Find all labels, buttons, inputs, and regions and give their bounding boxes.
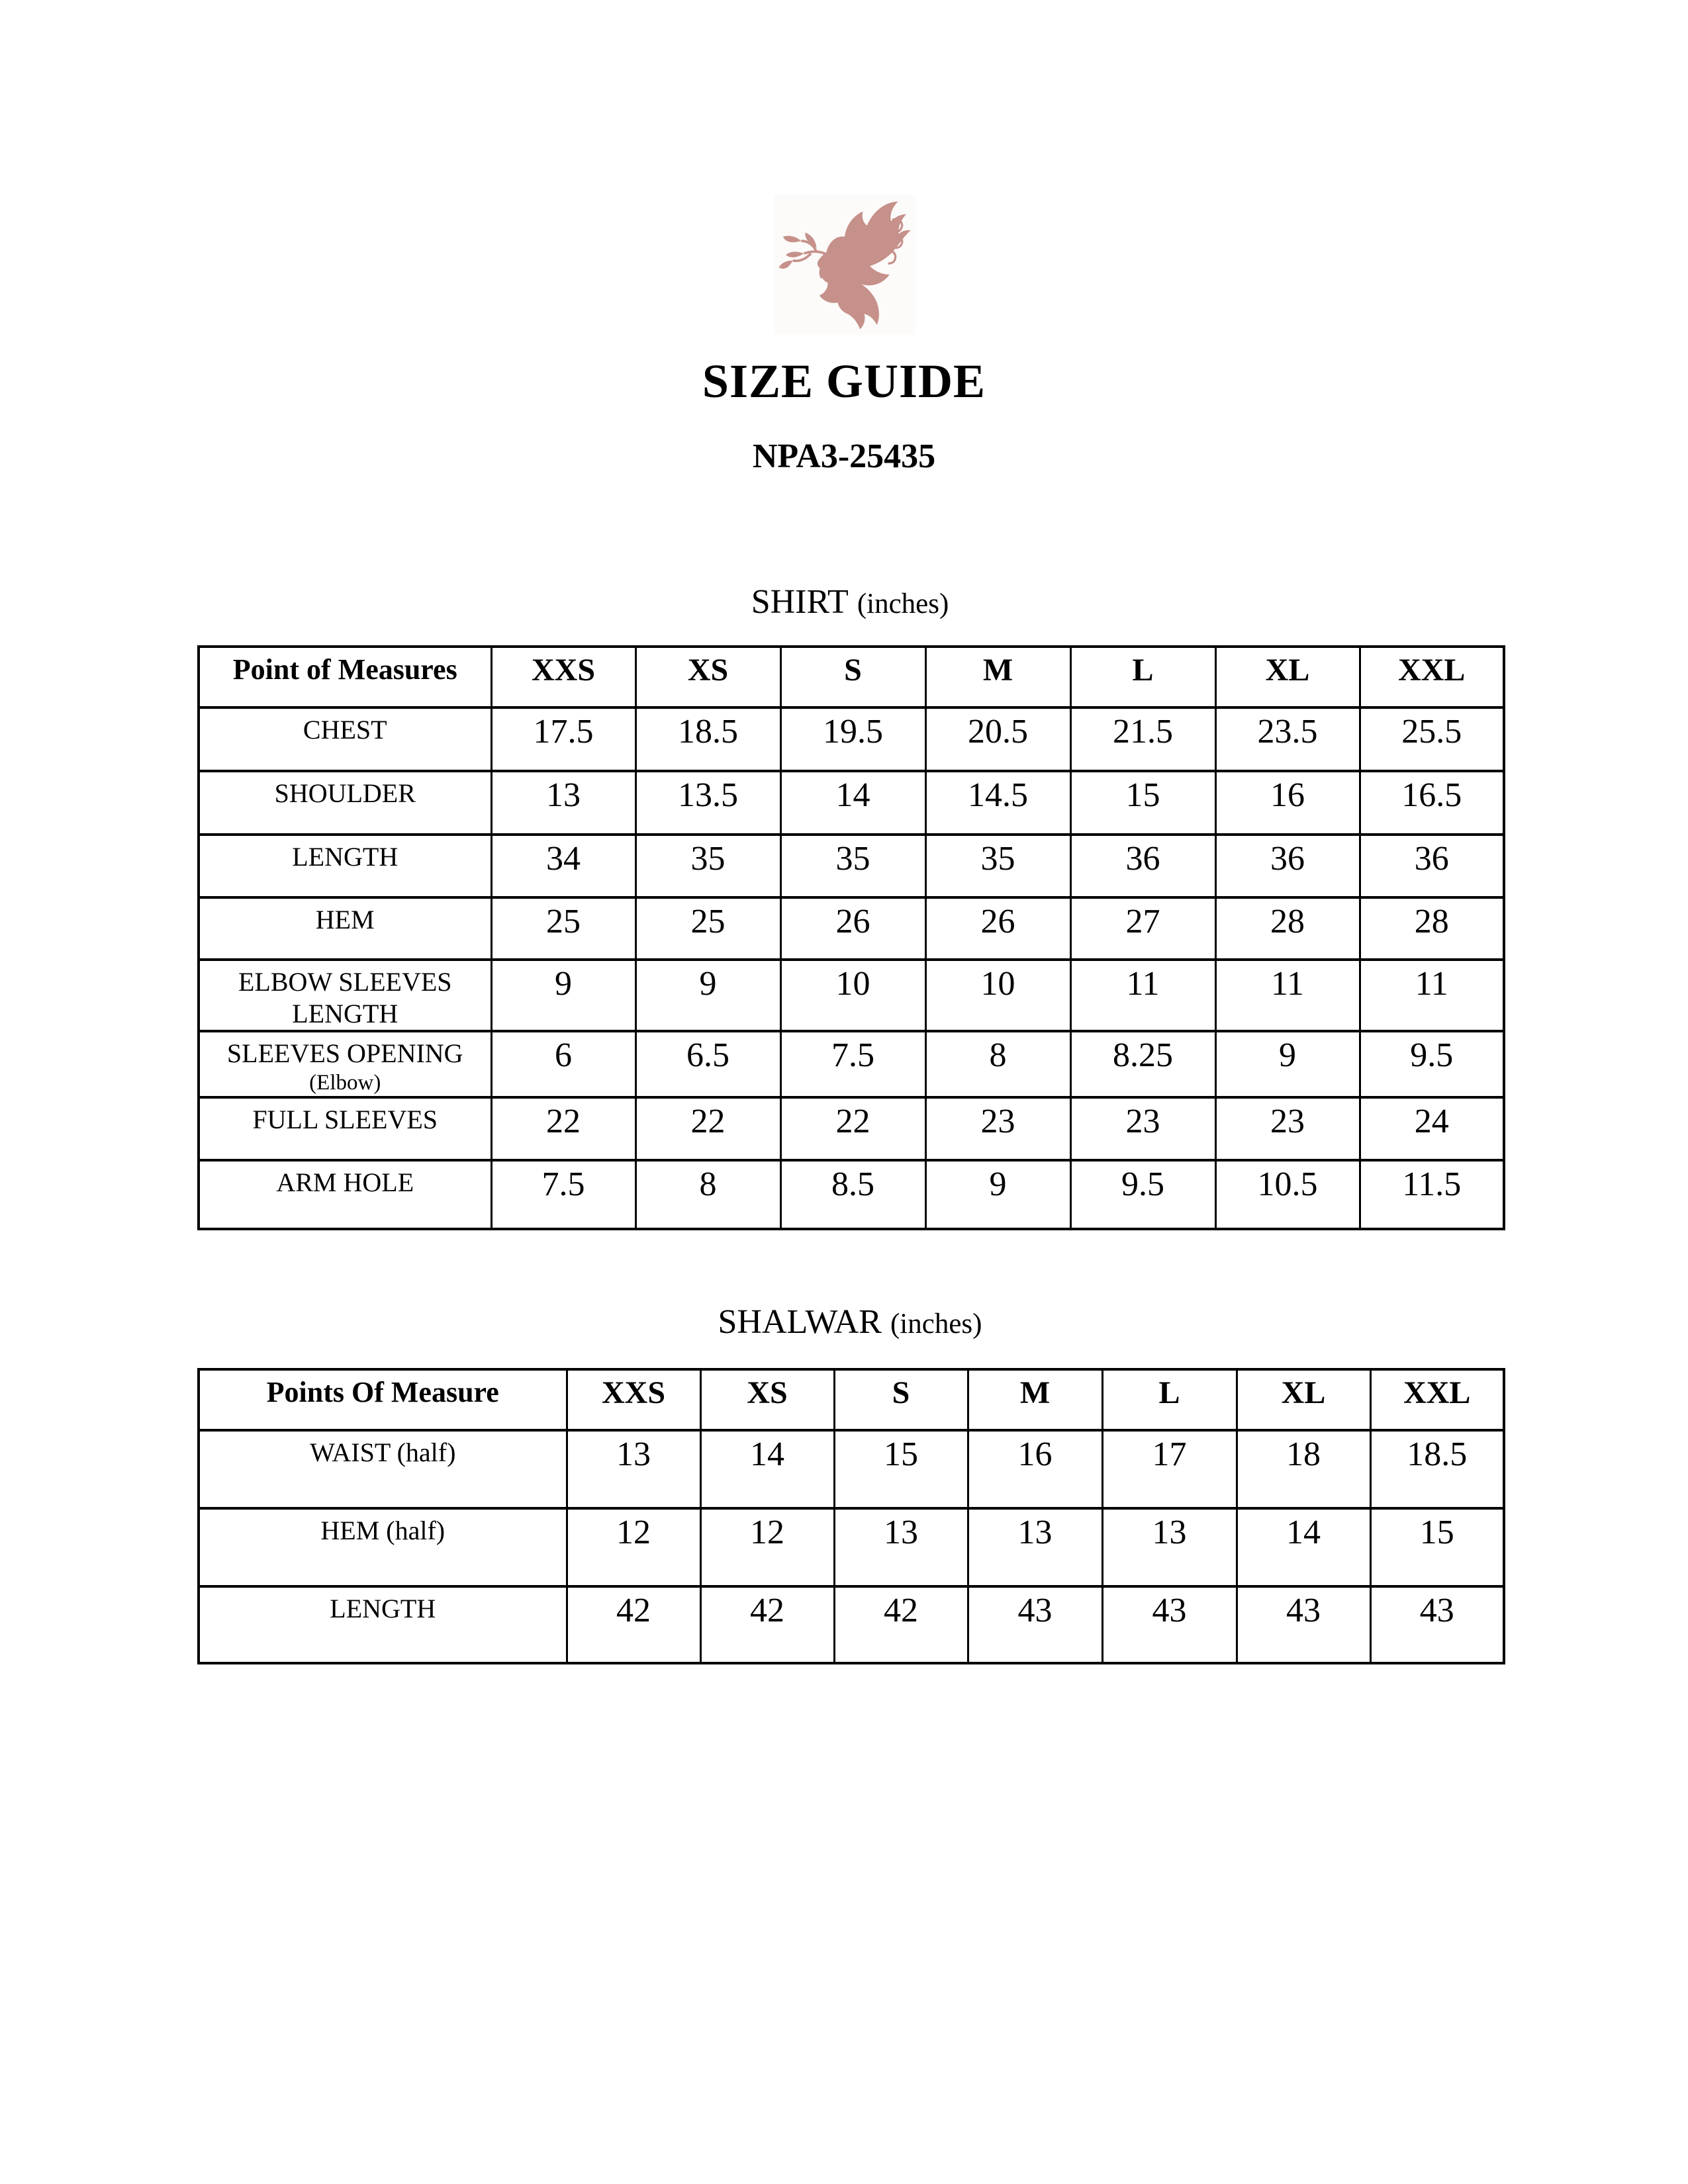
- measurement-value: 35: [925, 835, 1070, 897]
- measurement-value: 11.5: [1360, 1160, 1504, 1229]
- measurement-value: 7.5: [491, 1160, 635, 1229]
- row-label-subtext: (Elbow): [309, 1071, 381, 1095]
- size-column-header: M: [968, 1369, 1102, 1430]
- table-row: [199, 1430, 1504, 1508]
- shalwar-section-title: [197, 1305, 1503, 1340]
- brand-logo: [774, 195, 915, 335]
- header-row: [199, 1369, 1504, 1430]
- measurement-value: 8.25: [1070, 1031, 1215, 1097]
- measurement-value: 23: [1215, 1097, 1360, 1160]
- dove-icon: [774, 195, 915, 335]
- table-row: [199, 1586, 1504, 1663]
- row-label: FULL SLEEVES: [199, 1097, 491, 1160]
- measurement-value: 42: [567, 1586, 700, 1663]
- measurement-value: 13: [567, 1430, 700, 1508]
- measurement-value: 9: [925, 1160, 1070, 1229]
- row-label: SLEEVES OPENING (Elbow): [199, 1031, 491, 1097]
- size-column-header: XL: [1237, 1369, 1370, 1430]
- shirt-size-table: [197, 645, 1505, 1230]
- product-code: NPA3-25435: [752, 437, 936, 475]
- measurement-value: 23.5: [1215, 707, 1360, 771]
- measurement-value: 14.5: [925, 771, 1070, 835]
- measurement-value: 35: [635, 835, 780, 897]
- measurement-value: 35: [780, 835, 925, 897]
- measurement-value: 43: [1370, 1586, 1504, 1663]
- measurement-value: 23: [1070, 1097, 1215, 1160]
- measurement-value: 42: [700, 1586, 834, 1663]
- measurement-value: 28: [1215, 897, 1360, 960]
- measurement-value: 14: [780, 771, 925, 835]
- measurement-value: 8: [925, 1031, 1070, 1097]
- measurement-value: 18.5: [635, 707, 780, 771]
- size-column-header: M: [925, 647, 1070, 707]
- measurement-value: 8.5: [780, 1160, 925, 1229]
- measurement-value: 9.5: [1070, 1160, 1215, 1229]
- row-label: SHOULDER: [199, 771, 491, 835]
- measurement-value: 9: [491, 960, 635, 1031]
- measurement-value: 11: [1360, 960, 1504, 1031]
- table-row: [199, 960, 1504, 1031]
- measurement-value: 15: [834, 1430, 968, 1508]
- size-column-header: XXS: [491, 647, 635, 707]
- shirt-measurements-table: [197, 645, 1505, 1230]
- measurement-value: 43: [1102, 1586, 1237, 1663]
- row-label: CHEST: [199, 707, 491, 771]
- measurement-value: 19.5: [780, 707, 925, 771]
- row-label: ARM HOLE: [199, 1160, 491, 1229]
- measurement-value: 22: [491, 1097, 635, 1160]
- measurement-value: 22: [635, 1097, 780, 1160]
- row-label: LENGTH: [199, 835, 491, 897]
- measurement-value: 34: [491, 835, 635, 897]
- table-row: [199, 771, 1504, 835]
- row-label: WAIST (half): [199, 1430, 567, 1508]
- points-of-measure-header: Point of Measures: [199, 647, 491, 707]
- measurement-value: 16: [968, 1430, 1102, 1508]
- measurement-value: 22: [780, 1097, 925, 1160]
- measurement-value: 17: [1102, 1430, 1237, 1508]
- measurement-value: 12: [567, 1508, 700, 1586]
- measurement-value: 14: [700, 1430, 834, 1508]
- measurement-value: 13.5: [635, 771, 780, 835]
- measurement-value: 43: [968, 1586, 1102, 1663]
- measurement-value: 18: [1237, 1430, 1370, 1508]
- measurement-value: 14: [1237, 1508, 1370, 1586]
- table-row: [199, 1031, 1504, 1097]
- measurement-value: 25: [635, 897, 780, 960]
- page-title: SIZE GUIDE: [702, 355, 986, 408]
- size-column-header: XS: [635, 647, 780, 707]
- shalwar-measurements-table: [197, 1368, 1505, 1664]
- measurement-value: 36: [1360, 835, 1504, 897]
- measurement-value: 18.5: [1370, 1430, 1504, 1508]
- row-label: ELBOW SLEEVES LENGTH: [199, 960, 491, 1031]
- measurement-value: 8: [635, 1160, 780, 1229]
- measurement-value: 17.5: [491, 707, 635, 771]
- measurement-value: 24: [1360, 1097, 1504, 1160]
- measurement-value: 10: [925, 960, 1070, 1031]
- measurement-value: 43: [1237, 1586, 1370, 1663]
- table-row: [199, 1508, 1504, 1586]
- measurement-value: 15: [1370, 1508, 1504, 1586]
- shalwar-title-text: SHALWAR: [718, 1303, 882, 1341]
- size-column-header: XXL: [1360, 647, 1504, 707]
- measurement-value: 20.5: [925, 707, 1070, 771]
- measurement-value: 27: [1070, 897, 1215, 960]
- table-row: [199, 1097, 1504, 1160]
- measurement-value: 25.5: [1360, 707, 1504, 771]
- measurement-value: 25: [491, 897, 635, 960]
- row-label: HEM (half): [199, 1508, 567, 1586]
- size-column-header: XS: [700, 1369, 834, 1430]
- measurement-value: 6: [491, 1031, 635, 1097]
- measurement-value: 26: [780, 897, 925, 960]
- measurement-value: 7.5: [780, 1031, 925, 1097]
- measurement-value: 13: [834, 1508, 968, 1586]
- shirt-title-text: SHIRT: [751, 583, 849, 621]
- measurement-value: 10: [780, 960, 925, 1031]
- measurement-value: 26: [925, 897, 1070, 960]
- shalwar-size-table: [197, 1368, 1505, 1664]
- shalwar-title-unit: (inches): [890, 1308, 982, 1340]
- header-row: [199, 647, 1504, 707]
- shirt-section-title: [197, 585, 1503, 619]
- measurement-value: 11: [1215, 960, 1360, 1031]
- table-row: [199, 1160, 1504, 1229]
- points-of-measure-header: Points Of Measure: [199, 1369, 567, 1430]
- size-column-header: L: [1102, 1369, 1237, 1430]
- measurement-value: 13: [491, 771, 635, 835]
- size-column-header: S: [780, 647, 925, 707]
- table-row: [199, 835, 1504, 897]
- measurement-value: 6.5: [635, 1031, 780, 1097]
- measurement-value: 42: [834, 1586, 968, 1663]
- row-label: LENGTH: [199, 1586, 567, 1663]
- measurement-value: 9: [1215, 1031, 1360, 1097]
- measurement-value: 9: [635, 960, 780, 1031]
- measurement-value: 9.5: [1360, 1031, 1504, 1097]
- measurement-value: 21.5: [1070, 707, 1215, 771]
- table-row: [199, 707, 1504, 771]
- measurement-value: 13: [1102, 1508, 1237, 1586]
- measurement-value: 16.5: [1360, 771, 1504, 835]
- measurement-value: 10.5: [1215, 1160, 1360, 1229]
- measurement-value: 28: [1360, 897, 1504, 960]
- measurement-value: 13: [968, 1508, 1102, 1586]
- size-column-header: L: [1070, 647, 1215, 707]
- size-column-header: XL: [1215, 647, 1360, 707]
- size-column-header: XXS: [567, 1369, 700, 1430]
- measurement-value: 36: [1215, 835, 1360, 897]
- measurement-value: 23: [925, 1097, 1070, 1160]
- size-column-header: XXL: [1370, 1369, 1504, 1430]
- measurement-value: 12: [700, 1508, 834, 1586]
- shirt-title-unit: (inches): [857, 588, 949, 619]
- measurement-value: 16: [1215, 771, 1360, 835]
- size-column-header: S: [834, 1369, 968, 1430]
- table-row: [199, 897, 1504, 960]
- measurement-value: 15: [1070, 771, 1215, 835]
- measurement-value: 36: [1070, 835, 1215, 897]
- row-label: HEM: [199, 897, 491, 960]
- measurement-value: 11: [1070, 960, 1215, 1031]
